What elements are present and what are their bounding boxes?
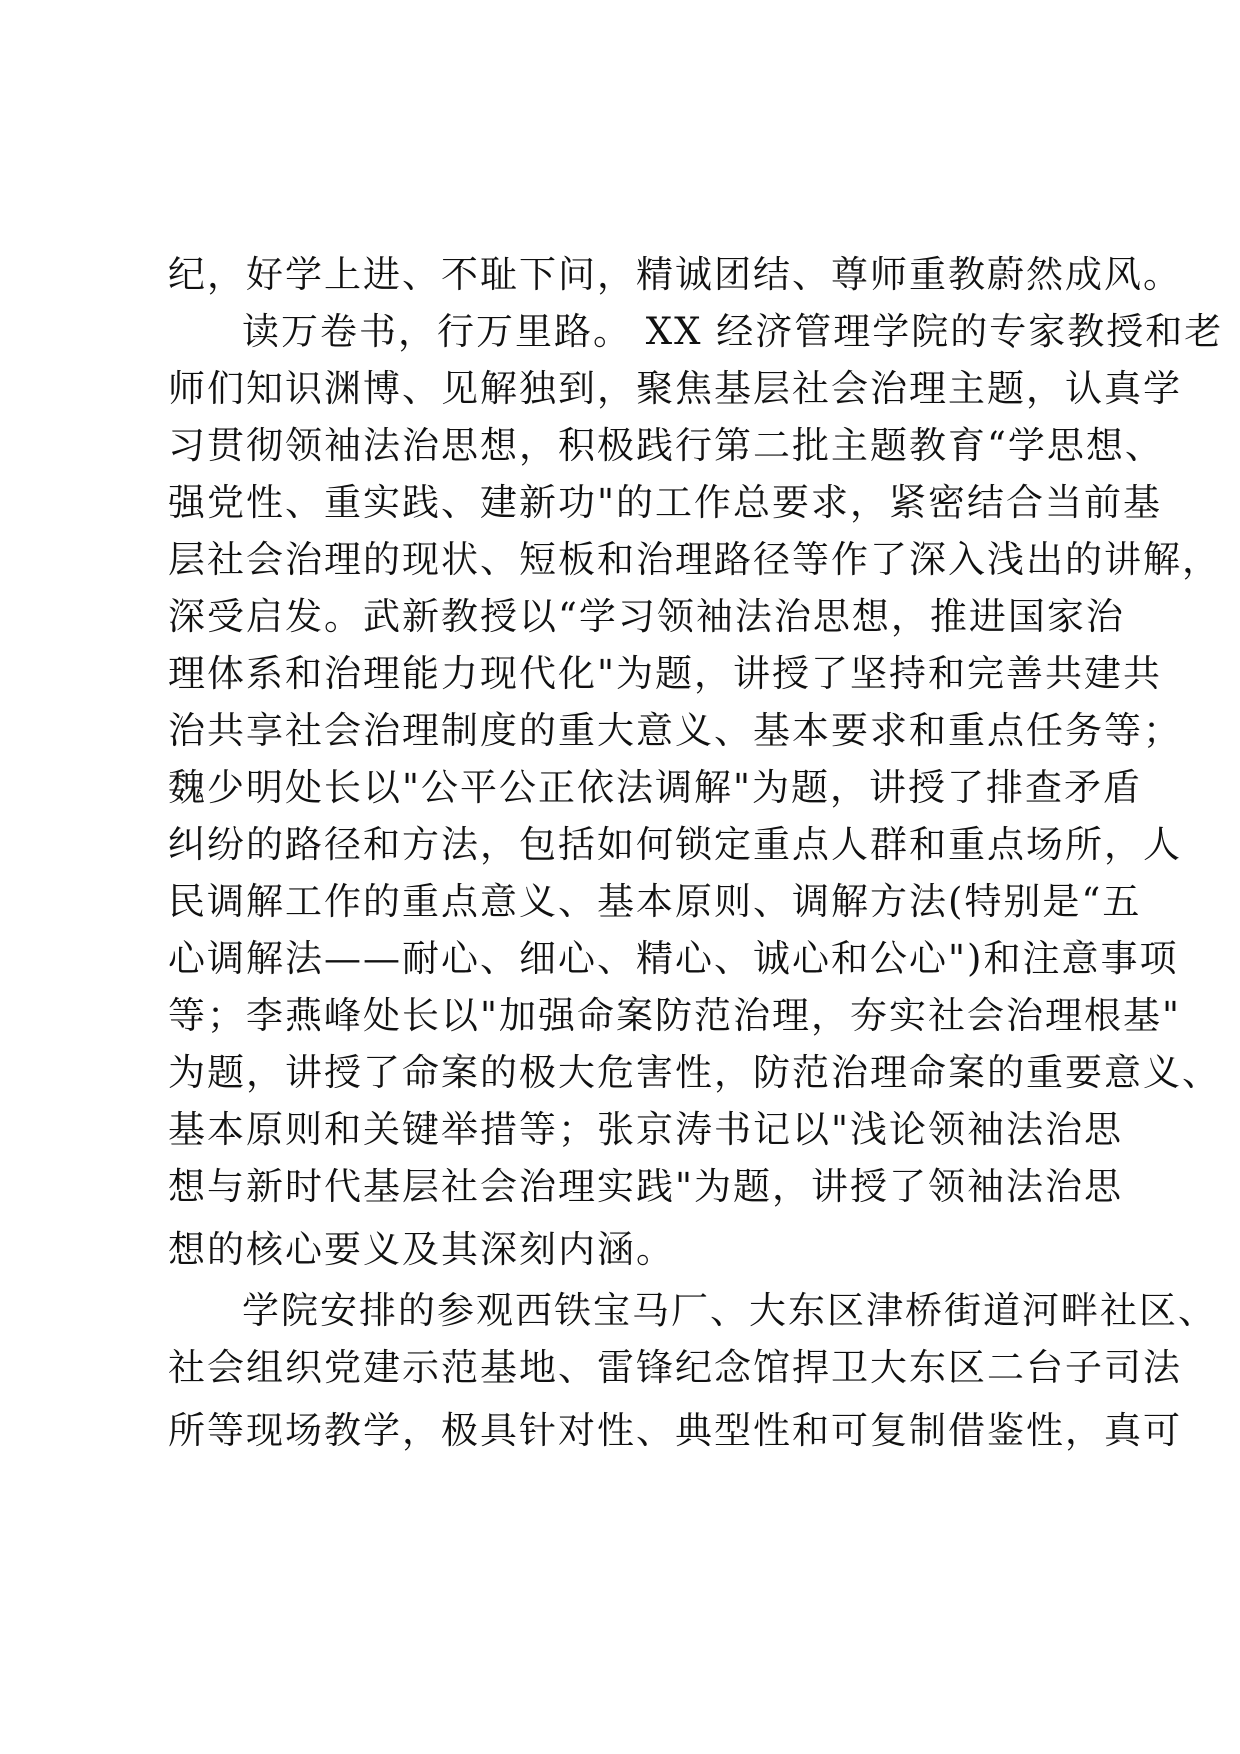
text-line: 基本原则和关键举措等；张京涛书记以"浅论领袖法治思 <box>168 1108 1124 1151</box>
text-line: 纪，好学上进、不耻下问，精诚团结、尊师重教蔚然成风。 <box>168 253 1182 296</box>
paragraph-first-line: 学院安排的参观西铁宝马厂、大东区津桥街道河畔社区、 <box>242 1289 1217 1332</box>
text-line: 等；李燕峰处长以"加强命案防范治理，夯实社会治理根基" <box>168 994 1182 1037</box>
text-line: 为题，讲授了命案的极大危害性，防范治理命案的重要意义、 <box>168 1051 1221 1094</box>
text-line: 习贯彻领袖法治思想，积极践行第二批主题教育“学思想、 <box>168 424 1164 467</box>
text-line: 想与新时代基层社会治理实践"为题，讲授了领袖法治思 <box>168 1165 1124 1208</box>
text-line: 层社会治理的现状、短板和治理路径等作了深入浅出的讲解， <box>168 538 1221 581</box>
text-line: 民调解工作的重点意义、基本原则、调解方法(特别是“五 <box>168 880 1142 923</box>
text-line: 理体系和治理能力现代化"为题，讲授了坚持和完善共建共 <box>168 652 1163 695</box>
text-line: 纠纷的路径和方法，包括如何锁定重点人群和重点场所，人 <box>168 823 1182 866</box>
text-line: 治共享社会治理制度的重大意义、基本要求和重点任务等； <box>168 709 1182 752</box>
text-line: 心调解法——耐心、细心、精心、诚心和公心")和注意事项 <box>168 937 1179 980</box>
text-line: 所等现场教学，极具针对性、典型性和可复制借鉴性，真可 <box>168 1409 1182 1452</box>
text-line: 强党性、重实践、建新功"的工作总要求，紧密结合当前基 <box>168 481 1163 524</box>
text-line: 想的核心要义及其深刻内涵。 <box>168 1228 675 1271</box>
text-line: 深受启发。武新教授以“学习领袖法治思想，推进国家治 <box>168 595 1125 638</box>
text-line: 师们知识渊博、见解独到，聚焦基层社会治理主题，认真学 <box>168 367 1182 410</box>
text-line: 魏少明处长以"公平公正依法调解"为题，讲授了排查矛盾 <box>168 766 1143 809</box>
paragraph-first-line: 读万卷书，行万里路。 XX 经济管理学院的专家教授和老 <box>242 310 1224 353</box>
text-line: 社会组织党建示范基地、雷锋纪念馆捍卫大东区二台子司法 <box>168 1346 1182 1389</box>
